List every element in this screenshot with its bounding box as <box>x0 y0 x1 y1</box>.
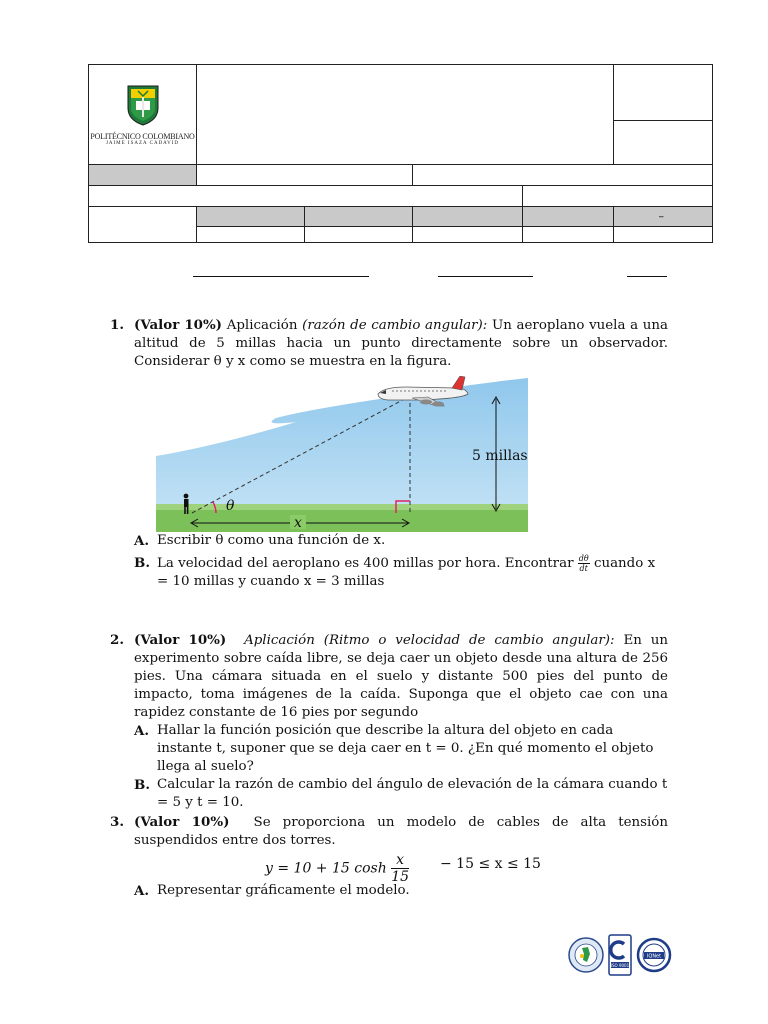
col-value-5 <box>614 227 713 243</box>
angle-label: θ <box>226 498 235 514</box>
col-value-1 <box>197 227 305 243</box>
part-letter: B. <box>134 555 150 571</box>
institution-name: POLITÉCNICO COLOMBIANO <box>90 131 195 141</box>
part-letter: A. <box>134 533 150 549</box>
certification-seals <box>568 932 672 978</box>
question-number: 1. <box>110 317 124 333</box>
id-blank-line <box>438 276 533 277</box>
version-cell <box>614 121 713 165</box>
accreditation-seal-icon <box>569 938 603 972</box>
derivative-fraction: $\frac{d\theta}{dt}$ <box>578 554 589 573</box>
question-value: (Valor 10%) <box>134 317 223 333</box>
question-number: 3. <box>110 814 124 830</box>
program-label-cell <box>89 165 197 186</box>
formula-left: y = 10 + 15 cosh <box>265 860 387 877</box>
question-3-parts <box>110 882 668 900</box>
name-blank-line <box>193 276 369 277</box>
part-text-before: La velocidad del aeroplano es 400 millas por hora. Encontrar <box>157 556 574 571</box>
part-text: Escribir θ como una función de x. <box>157 533 386 548</box>
col-header-1 <box>197 207 305 227</box>
cosh-formula <box>265 852 409 885</box>
col-value-4 <box>523 227 614 243</box>
iso-label: ISO 9001 <box>610 963 630 968</box>
airplane-figure <box>156 376 528 532</box>
part-letter: A. <box>134 723 150 739</box>
header-table <box>88 64 713 243</box>
question-type-detail: (razón de cambio angular): <box>302 318 488 333</box>
question-number: 2. <box>110 632 124 648</box>
part-a <box>134 722 668 776</box>
height-label: 5 millas <box>472 448 528 464</box>
part-text: Calcular la razón de cambio del ángulo de elevación de la cámara cuando t = 5 y t = 10. <box>157 777 668 810</box>
col-value-3 <box>413 227 523 243</box>
question-text <box>134 316 668 371</box>
part-text: Representar gráficamente el modelo. <box>157 883 410 898</box>
student-name-cell <box>89 186 523 207</box>
part-b <box>134 554 668 591</box>
question-type-label: Aplicación <box>226 318 298 333</box>
part-a <box>134 882 668 900</box>
question-value: (Valor 10%) <box>134 814 230 830</box>
col-header-2 <box>305 207 413 227</box>
question-text <box>134 813 668 850</box>
part-text-after: cuando x = 10 millas y cuando x = 3 millas <box>157 556 656 589</box>
question-type-label: Aplicación (Ritmo o velocidad de cambio angular): <box>244 633 615 648</box>
question-2 <box>110 631 668 812</box>
part-letter: B. <box>134 777 150 793</box>
formula-fraction: $\frac{x}{15}$ <box>391 852 410 885</box>
course-cell <box>413 165 713 186</box>
part-a <box>134 532 668 550</box>
program-value-cell <box>197 165 413 186</box>
institution-shield-logo <box>126 84 160 126</box>
distance-label: x <box>294 515 302 531</box>
student-id-cell <box>523 186 713 207</box>
col-header-3 <box>413 207 523 227</box>
question-statement: En un experimento sobre caída libre, se deja caer un objeto desde una altura de 256 pies. Una cámara situada en el suelo y distante 500 pies del punto de impacto, toma imágenes de la caída. Suponga que el objeto cae con una rapidez constante de 16 pies por segundo <box>134 633 668 720</box>
question-value: (Valor 10%) <box>134 632 227 648</box>
question-3 <box>110 813 668 850</box>
iqnet-label: IQNet <box>646 953 662 960</box>
title-cell <box>197 65 614 165</box>
formula-domain: − 15 ≤ x ≤ 15 <box>440 856 541 872</box>
question-1 <box>110 316 668 371</box>
iso-icontec-seal-icon <box>609 935 631 975</box>
col-header-4 <box>523 207 614 227</box>
question-text <box>134 631 668 722</box>
col-value-2 <box>305 227 413 243</box>
question-statement: Se proporciona un modelo de cables de alta tensión suspendidos entre dos torres. <box>134 815 668 848</box>
institution-subtitle: JAIME ISAZA CADAVID <box>105 140 180 146</box>
part-b <box>134 776 668 812</box>
grade-blank-line <box>627 276 667 277</box>
code-cell <box>614 65 713 121</box>
question-statement: Un aeroplano vuela a una altitud de 5 millas hacia un punto directamente sobre un observador. Considerar θ y x como se muestra en la figura. <box>134 318 668 369</box>
part-letter: A. <box>134 883 150 899</box>
part-text: Hallar la función posición que describe la altura del objeto en cada instante t, suponer que se deja caer en t = 0. ¿En qué momento el objeto llega al suelo? <box>157 723 654 774</box>
iqnet-seal-icon <box>638 939 670 971</box>
grade-cell <box>89 207 197 243</box>
logo-cell <box>89 65 197 165</box>
col-header-5: – <box>614 207 713 227</box>
question-1-parts <box>110 532 668 591</box>
